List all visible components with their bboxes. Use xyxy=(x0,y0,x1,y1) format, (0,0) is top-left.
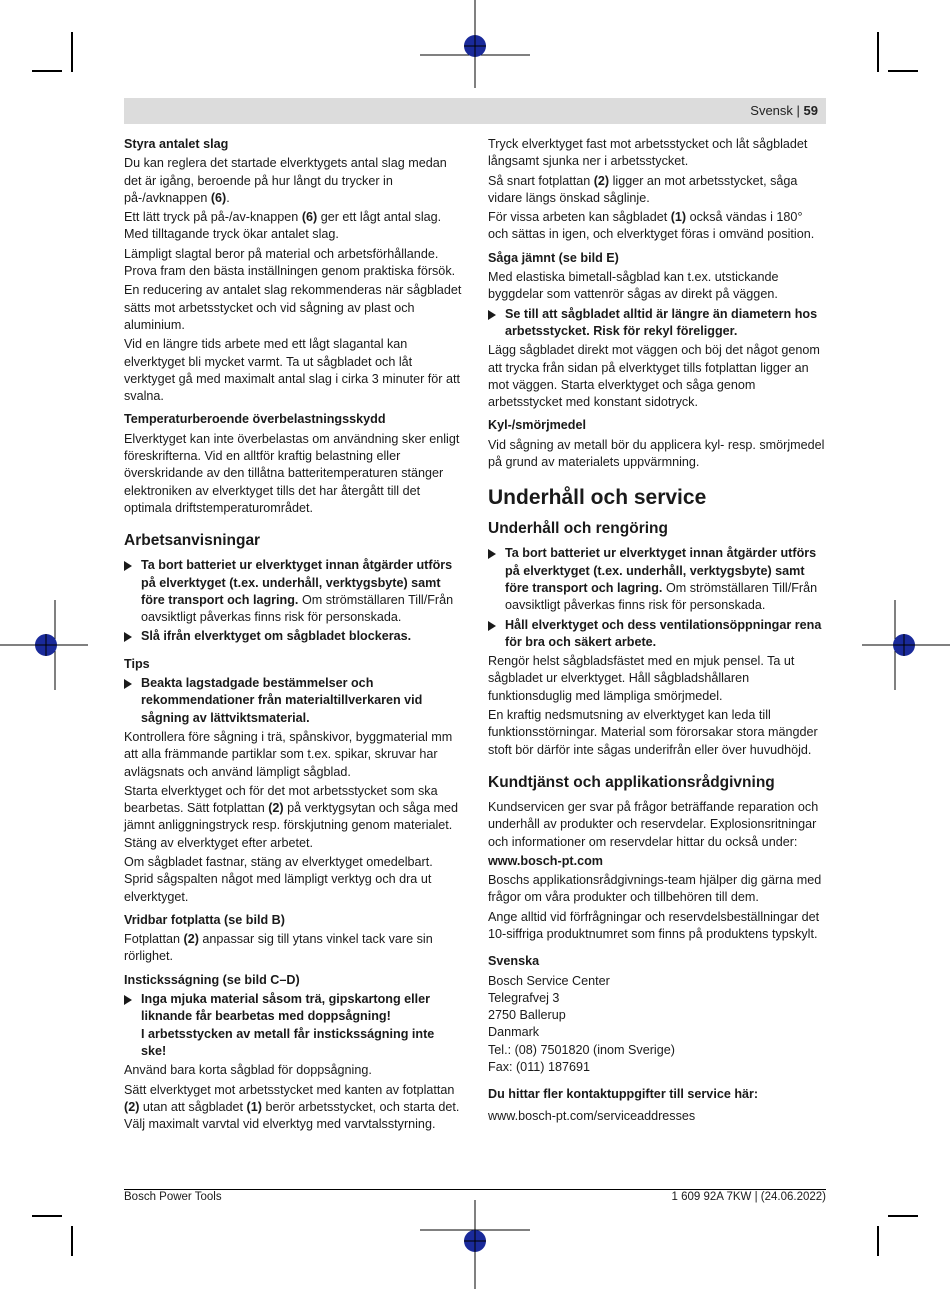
paragraph: Rengör helst sågbladsfästet med en mjuk pensel. Ta ut sågbladet ur elverktyget. Håll sågbladshållaren funktionsduglig med lämpliga smörjmedel. xyxy=(488,654,795,703)
heading-underhall-och-rengoring: Underhåll och rengöring xyxy=(488,520,668,538)
registration-mark-right xyxy=(860,600,950,690)
registration-mark-bottom xyxy=(420,1200,530,1289)
paragraph: Vid en längre tids arbete med ett lågt slagantal kan elverktyget bli mycket varmt. Ta ut sågbladet och låt verktyget gå med maximalt antal slag i cirka 3 minuter för att svalna. xyxy=(124,337,460,404)
crop-mark xyxy=(877,32,879,72)
footer-rule xyxy=(124,1189,826,1190)
heading-underhall-och-service: Underhåll och service xyxy=(488,486,707,510)
header-language: Svensk xyxy=(750,103,793,118)
address-block xyxy=(488,973,826,1077)
paragraph: Lämpligt slagtal beror på material och arbetsförhållande. Prova fram den bästa inställningen genom praktiska försök. xyxy=(124,246,456,279)
paragraph: Tryck elverktyget fast mot arbetsstycket och låt sågbladet långsamt sjunka ner i arbetsstycket. xyxy=(488,137,808,169)
warning-bullet: Se till att sågbladet alltid är längre än diametern hos arbetsstycket. Risk för rekyl föreligger. xyxy=(488,306,826,341)
paragraph: Kontrollera före sågning i trä, spånskivor, byggmaterial mm att alla främmande partiklar som t.ex. spikar, skruvar har avlägsnats och använd lämpligt sågblad. xyxy=(124,729,453,779)
paragraph: Använd bara korta sågblad för doppsågning. xyxy=(124,1063,372,1078)
crop-mark xyxy=(71,32,73,72)
heading-styra-antalet-slag: Styra antalet slag xyxy=(124,137,229,151)
registration-mark-left xyxy=(0,600,90,690)
page-number: 59 xyxy=(803,103,818,118)
paragraph: Sätt elverktyget mot arbetsstycket med kanten av fotplattan (2) utan att sågbladet (1) berör arbetsstycket, och starta det. Välj maximalt varvtal vid elverktyg med varvtalsstyrning. xyxy=(124,1082,460,1132)
warning-bullet: Håll elverktyget och dess ventilationsöppningar rena för bra och säkert arbete. xyxy=(488,617,826,652)
paragraph: Om sågbladet fastnar, stäng av elverktyget omedelbart. Sprid sågspalten något med lämpligt verktyg och dra ut elverktyget. xyxy=(124,854,433,904)
heading-more-contacts: Du hittar fler kontaktuppgifter till service här: xyxy=(488,1087,759,1102)
fax-line: Fax: (011) 187691 xyxy=(488,1060,590,1075)
heading-arbetsanvisningar: Arbetsanvisningar xyxy=(124,532,261,550)
paragraph: Boschs applikationsrådgivnings-team hjälper dig gärna med frågor om våra produkter och tillbehören till dem. xyxy=(488,873,822,905)
paragraph: Ett lätt tryck på på-/av-knappen (6) ger ett lågt antal slag. Med tilltagande tryck ökar antalet slag. xyxy=(124,210,442,242)
heading-kyl-smorjmedel: Kyl-/smörjmedel xyxy=(488,418,586,433)
paragraph: Vid sågning av metall bör du applicera kyl- resp. smörjmedel på grund av materialets uppvärmning. xyxy=(488,437,825,470)
paragraph: Med elastiska bimetall-sågblad kan t.ex. utstickande byggdelar som vattenrör sågas av direkt på väggen. xyxy=(488,270,779,302)
crop-mark xyxy=(32,70,62,72)
warning-bullet: Ta bort batteriet ur elverktyget innan åtgärder utförs på elverktyget (t.ex. underhåll, verktygsbyte) samt före transport och lagring. Om strömställaren Till/Från oavsiktligt påverkas finns risk för personskada. xyxy=(488,545,826,614)
address-line: Telegrafvej 3 xyxy=(488,990,560,1005)
paragraph: Fotplattan (2) anpassar sig till ytans vinkel tack vare sin rörlighet. xyxy=(124,932,433,964)
paragraph: Du kan reglera det startade elverktygets antal slag medan det är igång, beroende på hur långt du trycker in på-/avknappen (6). xyxy=(124,156,447,205)
heading-kundtjanst: Kundtjänst och applikationsrådgivning xyxy=(488,773,775,791)
bullet-arrow-icon xyxy=(124,679,132,689)
heading-insticksagning: Insticksságning (se bild C–D) xyxy=(124,972,300,987)
phone-line: Tel.: (08) 7501820 (inom Sverige) xyxy=(488,1042,675,1057)
bosch-url-link[interactable]: www.bosch-pt.com xyxy=(488,853,603,868)
warning-bullet: Ta bort batteriet ur elverktyget innan åtgärder utförs på elverktyget (t.ex. underhåll, verktygsbyte) samt före transport och lagring. Om strömställaren Till/Från oavsiktligt påverkas finns risk för personskada. xyxy=(124,557,462,626)
address-line: Bosch Service Center xyxy=(488,973,610,988)
address-line: Danmark xyxy=(488,1025,540,1040)
paragraph: En reducering av antalet slag rekommenderas när sågbladet sätts mot arbetsstycket och vid sågning av plast och aluminium. xyxy=(124,283,462,332)
heading-vridbar-fotplatta: Vridbar fotplatta (se bild B) xyxy=(124,912,285,927)
crop-mark xyxy=(32,1215,62,1217)
warning-bullet: Inga mjuka material såsom trä, gipskartong eller liknande får bearbetas med doppsågning! I arbetsstycken av metall får insticksságning inte ske! xyxy=(124,991,462,1060)
paragraph: Starta elverktyget och för det mot arbetsstycket som ska bearbetas. Sätt fotplattan (2) på verktygsytan och såga med jämnt anliggningstryck resp. förskjutning genom materialet. Stäng av elverktyget efter arbetet. xyxy=(124,783,458,850)
bullet-arrow-icon xyxy=(488,621,496,631)
warning-bullet: Slå ifrån elverktyget om sågbladet blockeras. xyxy=(124,628,462,645)
bullet-arrow-icon xyxy=(124,632,132,642)
paragraph: Så snart fotplattan (2) ligger an mot arbetsstycket, såga vidare längs önskad såglinje. xyxy=(488,173,798,205)
crop-mark xyxy=(888,70,918,72)
heading-svenska: Svenska xyxy=(488,954,540,969)
footer-doc-number: 1 609 92A 7KW | (24.06.2022) xyxy=(671,1191,826,1203)
bullet-arrow-icon xyxy=(124,995,132,1005)
heading-tips: Tips xyxy=(124,656,150,671)
crop-mark xyxy=(888,1215,918,1217)
crop-mark xyxy=(877,1226,879,1256)
paragraph: Elverktyget kan inte överbelastas om användning sker enligt föreskrifterna. Vid en alltför kraftig belastning eller överskridande av den tillåtna batteritemperaturen stänger elektroniken av elverktyget tills det har återgått till det optimala driftstemperaturområdet. xyxy=(124,431,460,515)
registration-mark-top xyxy=(420,0,530,90)
heading-saga-jamnt: Såga jämnt (se bild E) xyxy=(488,250,619,265)
bullet-arrow-icon xyxy=(488,310,496,320)
header-text: Svensk | 59 xyxy=(750,103,818,118)
address-line: 2750 Ballerup xyxy=(488,1008,566,1023)
bullet-arrow-icon xyxy=(124,561,132,571)
left-column xyxy=(124,136,462,1135)
heading-overbelastningsskydd: Temperaturberoende överbelastningsskydd xyxy=(124,412,386,427)
footer-brand: Bosch Power Tools xyxy=(124,1191,222,1203)
paragraph: Kundservicen ger svar på frågor beträffande reparation och underhåll av produkter och reservdelar. Explosionsritningar och informationer om reservdelar hittar du också under: xyxy=(488,799,819,849)
paragraph: Ange alltid vid förfrågningar och reservdelsbeställningar det 10-siffriga produktnumret som finns på produktens typskylt. xyxy=(488,909,820,941)
bullet-arrow-icon xyxy=(488,549,496,559)
service-addresses-link[interactable]: www.bosch-pt.com/serviceaddresses xyxy=(488,1108,696,1123)
crop-mark xyxy=(71,1226,73,1256)
warning-bullet: Beakta lagstadgade bestämmelser och rekommendationer från materialtillverkaren vid sågning av lättviktsmaterial. xyxy=(124,675,462,727)
right-column xyxy=(488,136,826,1127)
page-header xyxy=(124,98,826,124)
paragraph: Lägg sågbladet direkt mot väggen och böj det något genom att trycka från sidan på elverktyget tills fotplattan ligger an mot väggen. Starta elverktyget och såga genom arbetsstycket med konstant sidotryck. xyxy=(488,343,820,410)
paragraph: För vissa arbeten kan sågbladet (1) också vändas i 180° och sättas in igen, och elverktyget föras i omvänd position. xyxy=(488,210,815,242)
paragraph: En kraftig nedsmutsning av elverktyget kan leda till funktionsstörningar. Material som förorsakar stora mängder stoft bör därför inte sågas underifrån eller över huvudhöjd. xyxy=(488,708,818,757)
